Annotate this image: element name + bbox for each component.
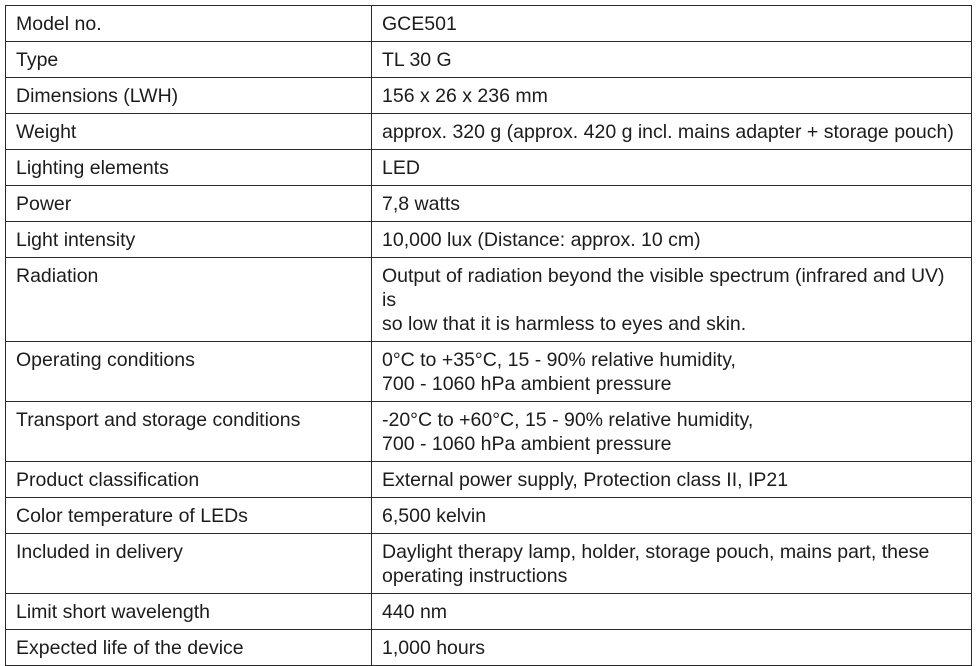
spec-label-cell: Model no. — [6, 6, 372, 42]
table-row — [6, 498, 972, 534]
spec-label-cell: Product classification — [6, 462, 372, 498]
spec-value-cell: Daylight therapy lamp, holder, storage pouch, mains part, these operating instructions — [372, 534, 972, 594]
spec-value-cell: 10,000 lux (Distance: approx. 10 cm) — [372, 222, 972, 258]
table-row — [6, 258, 972, 342]
spec-value-cell: approx. 320 g (approx. 420 g incl. mains adapter + storage pouch) — [372, 114, 972, 150]
table-row — [6, 594, 972, 630]
table-row — [6, 6, 972, 42]
table-row — [6, 462, 972, 498]
spec-label-cell: Limit short wavelength — [6, 594, 372, 630]
spec-value-cell: 6,500 kelvin — [372, 498, 972, 534]
spec-label-cell: Type — [6, 42, 372, 78]
spec-value-cell: External power supply, Protection class II, IP21 — [372, 462, 972, 498]
table-row — [6, 42, 972, 78]
spec-value-cell: LED — [372, 150, 972, 186]
spec-label-cell: Dimensions (LWH) — [6, 78, 372, 114]
spec-value-cell: 0°C to +35°C, 15 - 90% relative humidity, 700 - 1060 hPa ambient pressure — [372, 342, 972, 402]
spec-value-cell: Output of radiation beyond the visible spectrum (infrared and UV) is so low that it is harmless to eyes and skin. — [372, 258, 972, 342]
table-row — [6, 186, 972, 222]
spec-label-cell: Operating conditions — [6, 342, 372, 402]
spec-label-cell: Included in delivery — [6, 534, 372, 594]
spec-label-cell: Expected life of the device — [6, 630, 372, 666]
spec-label-cell: Weight — [6, 114, 372, 150]
spec-label-cell: Power — [6, 186, 372, 222]
table-row — [6, 114, 972, 150]
table-row — [6, 342, 972, 402]
table-row — [6, 78, 972, 114]
spec-value-cell: TL 30 G — [372, 42, 972, 78]
table-row — [6, 222, 972, 258]
table-body — [6, 6, 972, 666]
technical-specifications-table — [5, 5, 972, 666]
spec-value-cell: -20°C to +60°C, 15 - 90% relative humidity, 700 - 1060 hPa ambient pressure — [372, 402, 972, 462]
spec-value-cell: 156 x 26 x 236 mm — [372, 78, 972, 114]
spec-label-cell: Light intensity — [6, 222, 372, 258]
spec-value-cell: 440 nm — [372, 594, 972, 630]
spec-value-cell: 1,000 hours — [372, 630, 972, 666]
spec-label-cell: Color temperature of LEDs — [6, 498, 372, 534]
spec-label-cell: Radiation — [6, 258, 372, 342]
table-row — [6, 630, 972, 666]
table-row — [6, 150, 972, 186]
spec-label-cell: Lighting elements — [6, 150, 372, 186]
table-row — [6, 534, 972, 594]
spec-value-cell: 7,8 watts — [372, 186, 972, 222]
spec-label-cell: Transport and storage conditions — [6, 402, 372, 462]
spec-value-cell: GCE501 — [372, 6, 972, 42]
table-row — [6, 402, 972, 462]
